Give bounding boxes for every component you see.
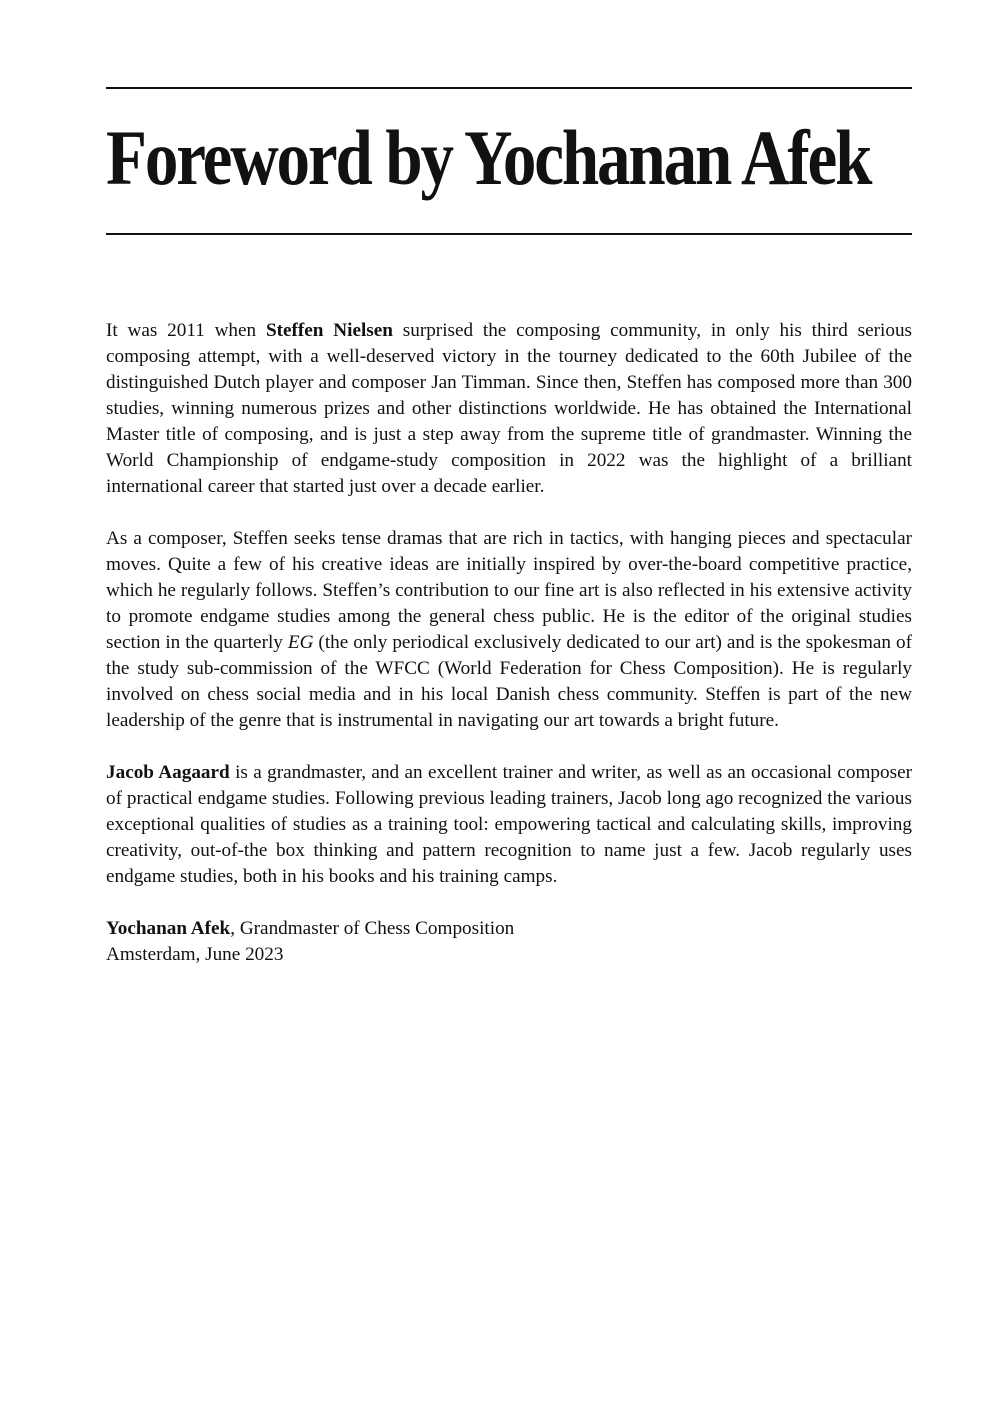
paragraph-jacob-aagaard	[106, 760, 912, 890]
paragraph1-intro: It was 2011 when	[106, 320, 266, 341]
bottom-rule	[106, 233, 912, 235]
paragraph1-text: surprised the composing community, in only his third serious composing attempt, with a well-deserved victory in the tourney dedicated to the 60th Jubilee of the distinguished Dutch player and composer Jan Timman. Since then, Steffen has composed more than 300 studies, winning numerous prizes and other distinctions worldwide. He has obtained the International Master title of composing, and is just a step away from the supreme title of grandmaster. Winning the World Championship of endgame-study composition in 2022 was the highlight of a brilliant international career that started just over a decade earlier.	[106, 320, 913, 497]
signature-name: Yochanan Afek	[106, 918, 231, 939]
top-rule	[106, 87, 912, 89]
name-jacob-aagaard: Jacob Aagaard	[106, 762, 230, 783]
foreword-body	[106, 318, 912, 968]
paragraph2-text-end: (the only periodical exclusively dedicated to our art) and is the spokesman of the study sub-commission of the WFCC (World Federation for Chess Composition). He is regularly involved on chess social media and in his local Danish chess community. Steffen is part of the new leadership of the genre that is instrumental in navigating our art towards a bright future.	[106, 632, 912, 731]
signature	[106, 916, 912, 968]
signature-place-date: Amsterdam, June 2023	[106, 944, 284, 965]
name-steffen-nielsen: Steffen Nielsen	[265, 320, 393, 341]
paragraph3-text: is a grandmaster, and an excellent trainer and writer, as well as an occasional composer of practical endgame studies. Following previous leading trainers, Jacob long ago recognized the various exceptional qualities of studies as a training tool: empowering tactical and calculating skills, improving creativity, out-of-the box thinking and pattern recognition to name just a few. Jacob regularly uses endgame studies, both in his books and his training camps.	[106, 762, 912, 887]
paragraph-steffen-nielsen	[106, 318, 912, 500]
paragraph2-text-start: As a composer, Steffen seeks tense dramas that are rich in tactics, with hanging pieces and spectacular moves. Quite a few of his creative ideas are initially inspired by over-the-board competitive practice, which he regularly follows. Steffen’s contribution to our fine art is also reflected in his extensive activity to promote endgame studies among the general chess public. He is the editor of the original studies section in the quarterly	[106, 528, 912, 653]
paragraph-composer	[106, 526, 912, 734]
page-title: Foreword by Yochanan Afek	[106, 114, 871, 201]
signature-role: , Grandmaster of Chess Composition	[230, 918, 515, 939]
periodical-eg: EG	[287, 632, 314, 653]
